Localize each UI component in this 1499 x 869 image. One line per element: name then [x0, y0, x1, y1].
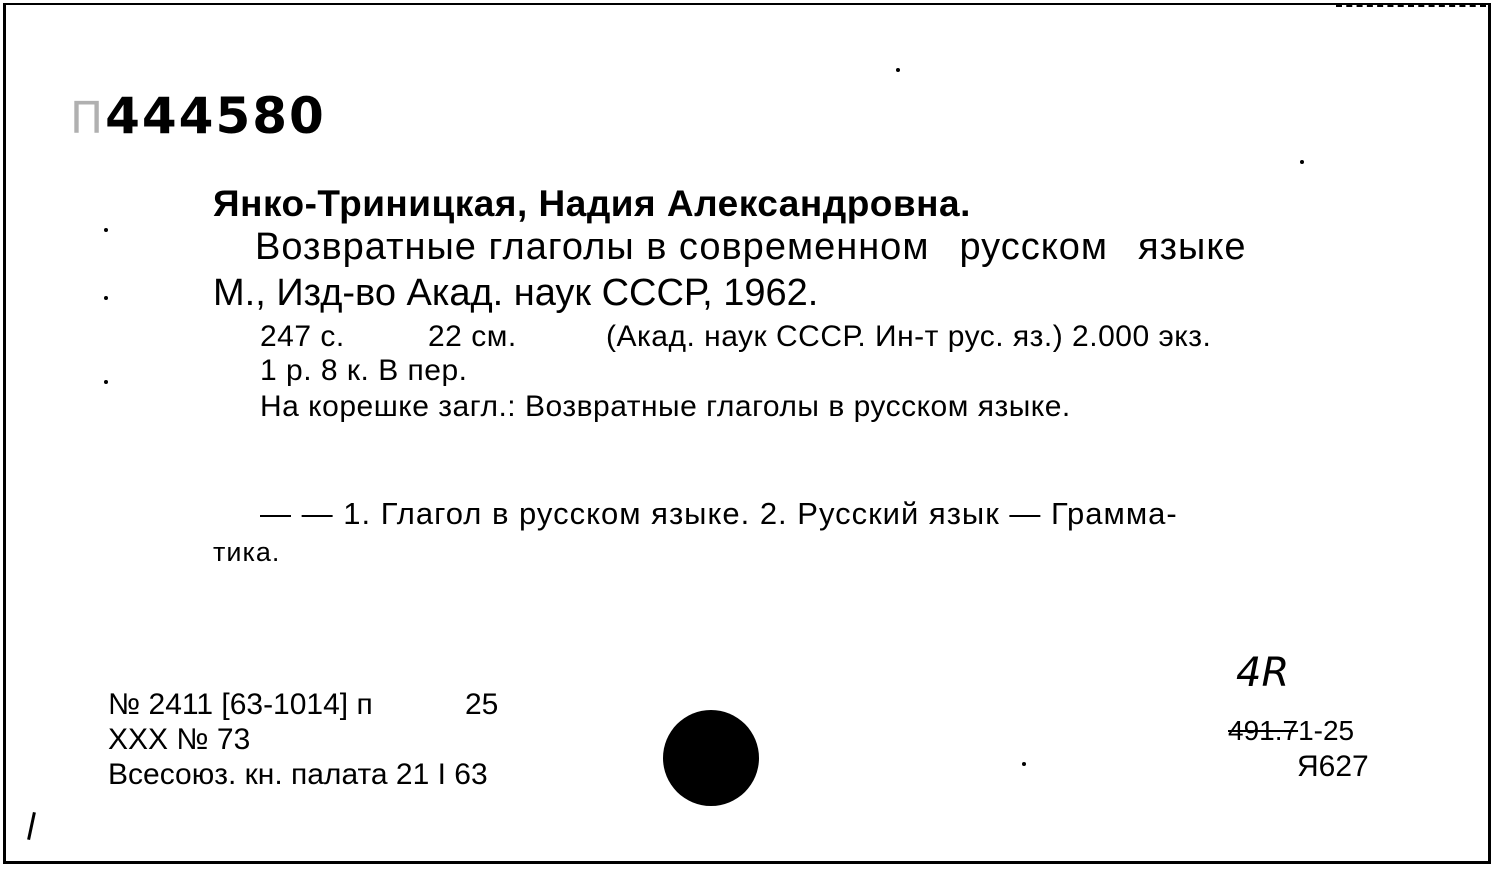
- book-title: [255, 226, 1247, 269]
- title-part-2: русском: [959, 226, 1109, 268]
- punch-hole: [663, 710, 759, 806]
- inventory-number: [70, 86, 326, 149]
- publication-info: М., Изд-во Акад. наук СССР, 1962.: [213, 272, 819, 314]
- classification-index: [1228, 715, 1354, 747]
- speck: [104, 228, 108, 232]
- speck: [104, 380, 108, 384]
- record-number-suffix: 25: [465, 688, 499, 721]
- title-part-1: Возвратные глаголы в современном: [255, 226, 930, 268]
- physical-description: [260, 320, 1212, 354]
- speck: [896, 68, 900, 72]
- footer-record-number: [108, 688, 499, 722]
- record-number: № 2411 [63-1014] п: [108, 688, 373, 721]
- footer-book-chamber: Всесоюз. кн. палата 21 I 63: [108, 758, 488, 791]
- speck: [104, 296, 108, 300]
- inventory-prefix: П: [70, 93, 106, 144]
- spine-title-note: На корешке загл.: Возвратные глаголы в русском языке.: [260, 390, 1071, 423]
- inventory-number-value: 444580: [105, 87, 326, 145]
- classification-rest: 1-25: [1298, 715, 1355, 746]
- classification-struck: 491.7: [1228, 715, 1299, 746]
- footer-xxx-number: XXX № 73: [108, 723, 251, 756]
- top-edge-mark: [1336, 5, 1486, 7]
- price-binding: 1 р. 8 к. В пер.: [260, 354, 468, 387]
- series-and-copies: (Акад. наук СССР. Ин-т рус. яз.) 2.000 экз.: [606, 320, 1212, 353]
- author-sign: Я627: [1297, 750, 1369, 783]
- subject-headings-continuation: тика.: [213, 537, 281, 567]
- speck: [1022, 762, 1026, 766]
- handwritten-mark: 4R: [1236, 650, 1290, 696]
- page-count: 247 с.: [260, 320, 345, 353]
- book-size: 22 см.: [428, 320, 517, 353]
- title-part-3: языке: [1138, 226, 1247, 268]
- subject-headings: — — 1. Глагол в русском языке. 2. Русский язык — Грамма-: [260, 496, 1178, 531]
- speck: [1300, 160, 1304, 164]
- author-heading: Янко-Триницкая, Надия Александровна.: [213, 183, 971, 224]
